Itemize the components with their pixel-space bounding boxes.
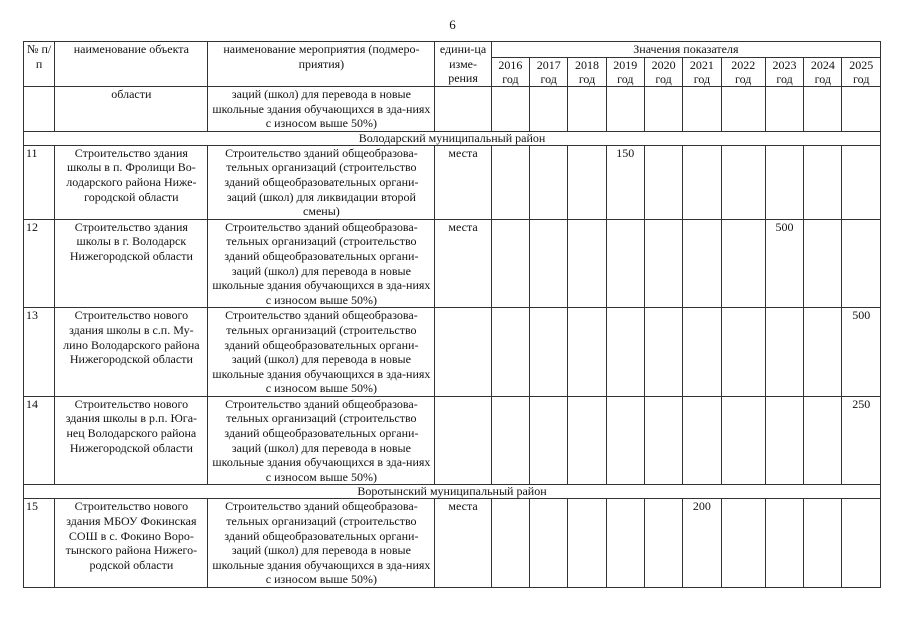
cell-value: 150 xyxy=(606,145,644,219)
section-title-volodarsky: Володарский муниципальный район xyxy=(24,131,881,145)
cell-value xyxy=(606,499,644,588)
cell-value xyxy=(804,219,842,308)
cell-value xyxy=(644,308,682,397)
header-year: 2022 год xyxy=(721,58,765,87)
cell-value: 500 xyxy=(842,308,881,397)
header-year: 2017 год xyxy=(530,58,568,87)
cell-measure: Строительство зданий общеобразова-тельных организаций (строительство зданий общеобразовательных органи-заций (школ) для перевода в новые школьные здания обучающихся в зда-ниях с износом выше 50%) xyxy=(208,219,435,308)
cell-value xyxy=(644,219,682,308)
cell-object: области xyxy=(55,87,208,132)
cell-measure: Строительство зданий общеобразова-тельных организаций (строительство зданий общеобразовательных органи-заций (школ) для ликвидации второй смены) xyxy=(208,145,435,219)
cell-value xyxy=(804,145,842,219)
indicator-table xyxy=(23,41,881,588)
cell-measure: Строительство зданий общеобразова-тельных организаций (строительство зданий общеобразовательных органи-заций (школ) для перевода в новые школьные здания обучающихся в зда-ниях с износом выше 50%) xyxy=(208,396,435,485)
cell-value xyxy=(491,308,529,397)
section-title-vorotynsky: Воротынский муниципальный район xyxy=(24,485,881,499)
section-row xyxy=(24,131,881,145)
cell-value xyxy=(530,308,568,397)
cell-object: Строительство нового здания школы в р.п. Юга-нец Володарского района Нижегородской области xyxy=(55,396,208,485)
cell-measure: Строительство зданий общеобразова-тельных организаций (строительство зданий общеобразовательных органи-заций (школ) для перевода в новые школьные здания обучающихся в зда-ниях с износом выше 50%) xyxy=(208,308,435,397)
cell-value xyxy=(765,499,803,588)
cell-measure: Строительство зданий общеобразова-тельных организаций (строительство зданий общеобразовательных органи-заций (школ) для перевода в новые школьные здания обучающихся в зда-ниях с износом выше 50%) xyxy=(208,499,435,588)
header-year: 2019 год xyxy=(606,58,644,87)
cell-value xyxy=(568,308,606,397)
header-year: 2024 год xyxy=(804,58,842,87)
cell-value xyxy=(530,499,568,588)
cell-num xyxy=(24,87,55,132)
header-year: 2018 год xyxy=(568,58,606,87)
cell-num: 12 xyxy=(24,219,55,308)
cell-unit: места xyxy=(435,145,491,219)
page-number: 6 xyxy=(449,17,456,32)
cell-value xyxy=(530,219,568,308)
cell-value xyxy=(530,145,568,219)
header-year: 2020 год xyxy=(644,58,682,87)
cell-value xyxy=(804,499,842,588)
header-values: Значения показателя xyxy=(491,42,880,58)
cell-object: Строительство здания школы в г. Володарск Нижегородской области xyxy=(55,219,208,308)
cell-num: 14 xyxy=(24,396,55,485)
cell-value xyxy=(644,145,682,219)
cell-value xyxy=(491,145,529,219)
table-row xyxy=(24,499,881,588)
cell-value xyxy=(530,396,568,485)
header-object: наименование объекта xyxy=(55,42,208,87)
cell-object: Строительство нового здания школы в с.п. Му-лино Володарского района Нижегородской области xyxy=(55,308,208,397)
cell-value xyxy=(568,396,606,485)
cell-value xyxy=(842,145,881,219)
cell-value: 250 xyxy=(842,396,881,485)
cell-value xyxy=(644,499,682,588)
table-row xyxy=(24,396,881,485)
cell-value xyxy=(606,396,644,485)
header-year: 2025 год xyxy=(842,58,881,87)
cell-unit: места xyxy=(435,499,491,588)
cell-value xyxy=(721,396,765,485)
section-row xyxy=(24,485,881,499)
cell-value xyxy=(683,219,721,308)
cell-object: Строительство здания школы в п. Фролищи Во-лодарского района Ниже-городской области xyxy=(55,145,208,219)
cell-value xyxy=(683,396,721,485)
cell-value xyxy=(765,308,803,397)
cell-num: 11 xyxy=(24,145,55,219)
table-row xyxy=(24,219,881,308)
cell-value xyxy=(842,219,881,308)
header-num: № п/п xyxy=(24,42,55,87)
cell-unit: места xyxy=(435,219,491,308)
cell-value xyxy=(491,396,529,485)
cell-value xyxy=(842,499,881,588)
cell-value xyxy=(606,219,644,308)
cell-value xyxy=(683,145,721,219)
cell-value xyxy=(721,308,765,397)
cell-value xyxy=(644,396,682,485)
cell-measure: заций (школ) для перевода в новые школьные здания обучающихся в зда-ниях с износом выше 50%) xyxy=(208,87,435,132)
cell-value xyxy=(606,308,644,397)
cell-value: 500 xyxy=(765,219,803,308)
header-year: 2023 год xyxy=(765,58,803,87)
table-row xyxy=(24,308,881,397)
cell-value xyxy=(765,396,803,485)
cell-value xyxy=(491,219,529,308)
header-measure: наименование мероприятия (подмеро-приятия) xyxy=(208,42,435,87)
cell-value xyxy=(721,219,765,308)
table-row xyxy=(24,145,881,219)
header-unit: едини-ца изме-рения xyxy=(435,42,491,87)
cell-unit xyxy=(435,308,491,397)
cell-num: 13 xyxy=(24,308,55,397)
cell-unit xyxy=(435,87,491,132)
cell-unit xyxy=(435,396,491,485)
cell-value xyxy=(804,308,842,397)
cell-num: 15 xyxy=(24,499,55,588)
cell-object: Строительство нового здания МБОУ Фокинская СОШ в с. Фокино Воро-тынского района Нижего-родской области xyxy=(55,499,208,588)
cell-value xyxy=(568,145,606,219)
cell-value xyxy=(491,499,529,588)
cell-value xyxy=(683,308,721,397)
cell-value xyxy=(765,145,803,219)
cell-value xyxy=(568,219,606,308)
header-year: 2021 год xyxy=(683,58,721,87)
table-row-continuation xyxy=(24,87,881,132)
cell-value xyxy=(721,145,765,219)
cell-value xyxy=(804,396,842,485)
cell-value xyxy=(721,499,765,588)
cell-value: 200 xyxy=(683,499,721,588)
cell-value xyxy=(568,499,606,588)
header-year: 2016 год xyxy=(491,58,529,87)
